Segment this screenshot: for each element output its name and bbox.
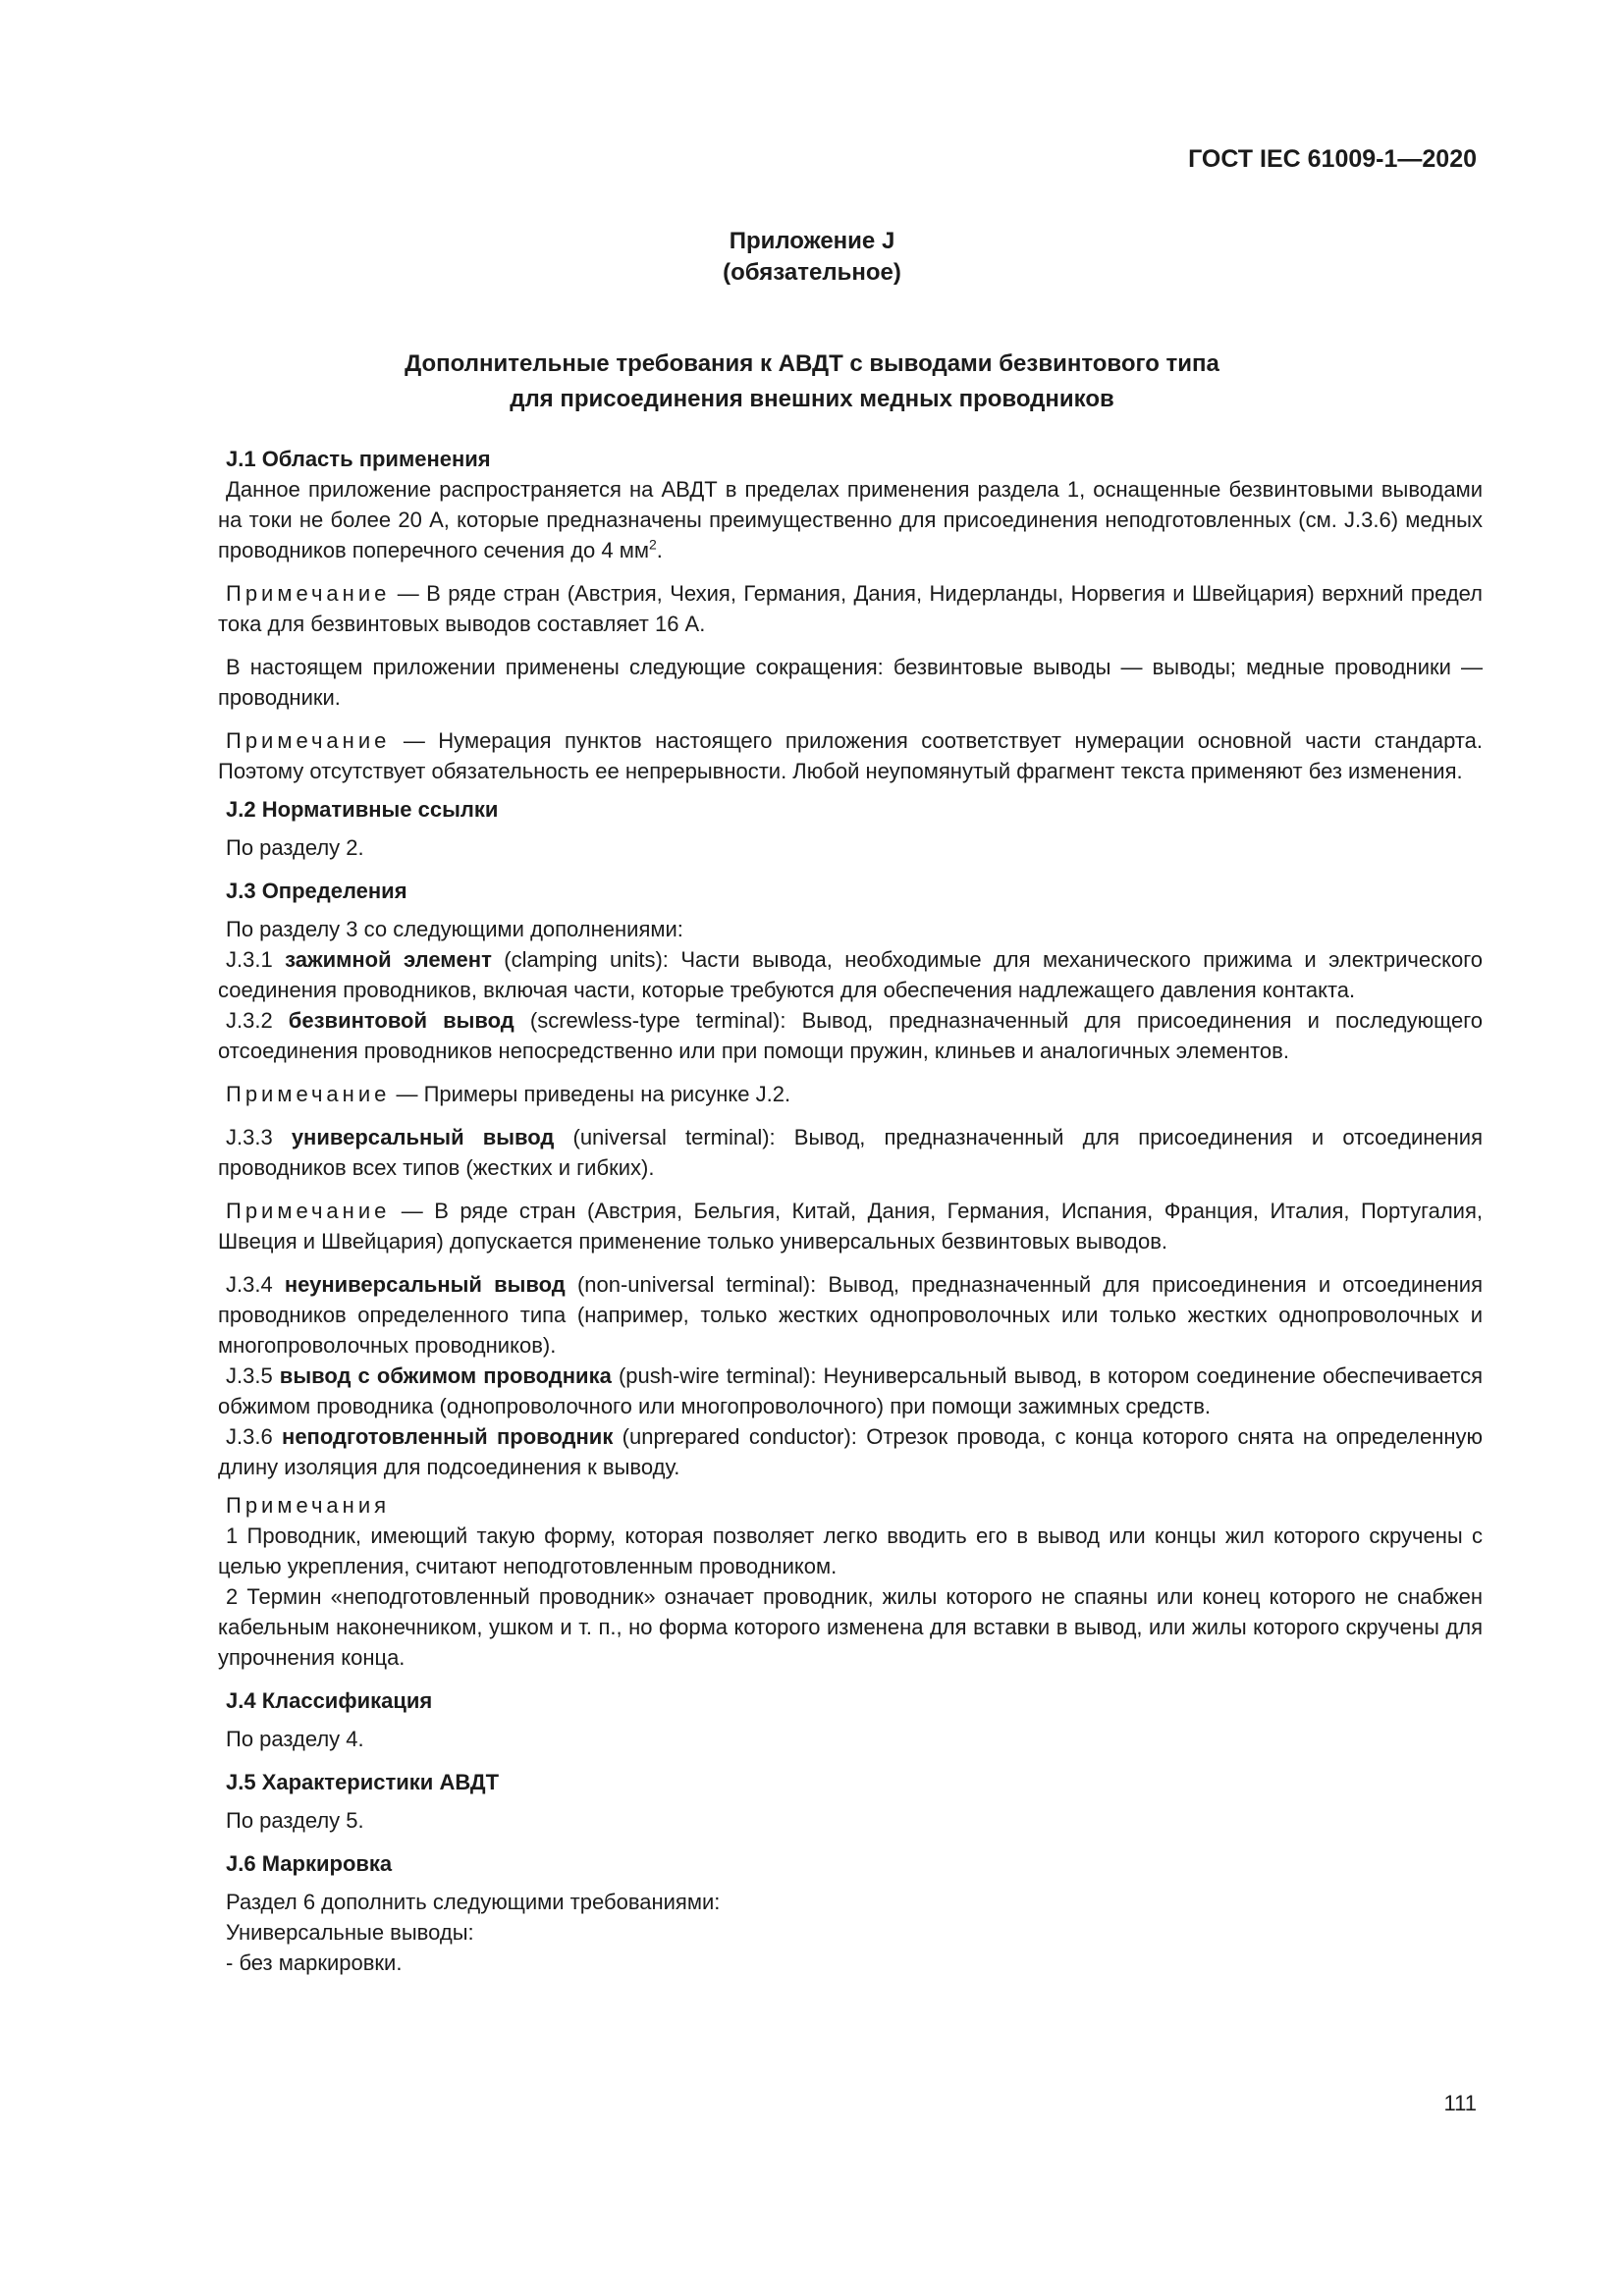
annex-title: Приложение J — [729, 228, 895, 254]
term: неподготовленный проводник — [282, 1424, 614, 1449]
definition-j3-2: J.3.2 безвинтовой вывод (screwless-type terminal): Вывод, предназначенный для присоединения и последующего отсоединения проводников непосредственно или при помощи пружин, клиньев и аналогичных элементов. — [218, 1008, 1483, 1063]
section-heading-j6: J.6 Маркировка — [226, 1851, 393, 1876]
term: универсальный вывод — [291, 1125, 555, 1149]
term: неуниверсальный вывод — [284, 1272, 566, 1297]
note-2: Примечание — Нумерация пунктов настоящего приложения соответствует нумерации основной части стандарта. Поэтому отсутствует обязательность ее непрерывности. Любой неупомянутый фрагмент текста применяют без изменения. — [218, 728, 1483, 783]
note-item-2: 2 Термин «неподготовленный проводник» означает проводник, жилы которого не спаяны или конец которого не снабжен кабельным наконечником, ушком и т. п., но форма которого изменена для вставки в вывод, или жилы которого скручены для упрочнения конца. — [218, 1584, 1483, 1670]
note-3: Примечание — Примеры приведены на рисунке J.2. — [226, 1082, 791, 1106]
j5-text: По разделу 5. — [226, 1808, 364, 1833]
document-body — [218, 444, 1483, 1978]
annex-status: (обязательное) — [723, 259, 901, 286]
j6-line-3: - без маркировки. — [226, 1950, 403, 1975]
note-1: Примечание — В ряде стран (Австрия, Чехия, Германия, Дания, Нидерланды, Норвегия и Швейцария) верхний предел тока для безвинтовых выводов составляет 16 А. — [218, 581, 1483, 636]
definition-j3-1: J.3.1 зажимной элемент (clamping units): Части вывода, необходимые для механического прижима и электрического соединения проводников, включая части, которые требуются для обеспечения надлежащего давления контакта. — [218, 947, 1483, 1002]
definition-j3-6: J.3.6 неподготовленный проводник (unprepared conductor): Отрезок провода, с конца которого снята на определенную длину изоляция для подсоединения к выводу. — [218, 1424, 1483, 1479]
section-heading-j5: J.5 Характеристики АВДТ — [226, 1770, 500, 1794]
term: вывод с обжимом проводника — [279, 1363, 612, 1388]
term: безвинтовой вывод — [288, 1008, 514, 1033]
section-heading-j1: J.1 Область применения — [226, 447, 491, 471]
j6-line-2: Универсальные выводы: — [226, 1920, 474, 1945]
definition-j3-3: J.3.3 универсальный вывод (universal terminal): Вывод, предназначенный для присоединения и отсоединения проводников всех типов (жестких и гибких). — [218, 1125, 1483, 1180]
standard-id: ГОСТ IEC 61009-1—2020 — [1188, 145, 1477, 173]
j1-paragraph-1: Данное приложение распространяется на АВДТ в пределах применения раздела 1, оснащенные безвинтовыми выводами на токи не более 20 А, которые предназначены преимущественно для присоединения неподготовленных (см. J.3.6) медных проводников поперечного сечения до 4 $мм^2$. — [218, 477, 1483, 562]
note-label: Примечание — [226, 581, 391, 606]
main-title-line-2: для присоединения внешних медных проводников — [510, 386, 1114, 412]
note-item-1: 1 Проводник, имеющий такую форму, которая позволяет легко вводить его в вывод или концы жил которого скручены с целью укрепления, считают неподготовленным проводником. — [218, 1523, 1483, 1578]
annex-heading — [0, 226, 1624, 289]
note-4: Примечание — В ряде стран (Австрия, Бельгия, Китай, Дания, Германия, Испания, Франция, Италия, Португалия, Швеция и Швейцария) допускается применение только универсальных безвинтовых выводов. — [218, 1199, 1483, 1254]
main-title — [0, 347, 1624, 417]
note-label: Примечание — [226, 1082, 391, 1106]
main-title-line-1: Дополнительные требования к АВДТ с выводами безвинтового типа — [405, 350, 1219, 377]
section-heading-j4: J.4 Классификация — [226, 1688, 433, 1713]
superscript: 2 — [648, 536, 657, 553]
definition-j3-5: J.3.5 вывод с обжимом проводника (push-wire terminal): Неуниверсальный вывод, в котором соединение обеспечивается обжимом проводника (однопроволочного или многопроволочного) при помощи зажимных средств. — [218, 1363, 1483, 1418]
definition-j3-4: J.3.4 неуниверсальный вывод (non-universal terminal): Вывод, предназначенный для присоединения и отсоединения проводников определенного типа (например, только жестких однопроволочных или только жестких однопроволочных и многопроволочных проводников). — [218, 1272, 1483, 1358]
notes-label: Примечания — [226, 1493, 391, 1518]
note-label: Примечание — [226, 1199, 391, 1223]
j1-paragraph-2: В настоящем приложении применены следующие сокращения: безвинтовые выводы — выводы; медные проводники — проводники. — [218, 655, 1483, 710]
section-heading-j3: J.3 Определения — [226, 879, 407, 903]
j6-line-1: Раздел 6 дополнить следующими требованиями: — [226, 1890, 721, 1914]
term: зажимной элемент — [285, 947, 492, 972]
j4-text: По разделу 4. — [226, 1727, 364, 1751]
page-number: 111 — [1443, 2091, 1477, 2115]
note-label: Примечание — [226, 728, 391, 753]
section-heading-j2: J.2 Нормативные ссылки — [226, 797, 499, 822]
j3-intro: По разделу 3 со следующими дополнениями: — [226, 917, 683, 941]
j2-text: По разделу 2. — [226, 835, 364, 860]
